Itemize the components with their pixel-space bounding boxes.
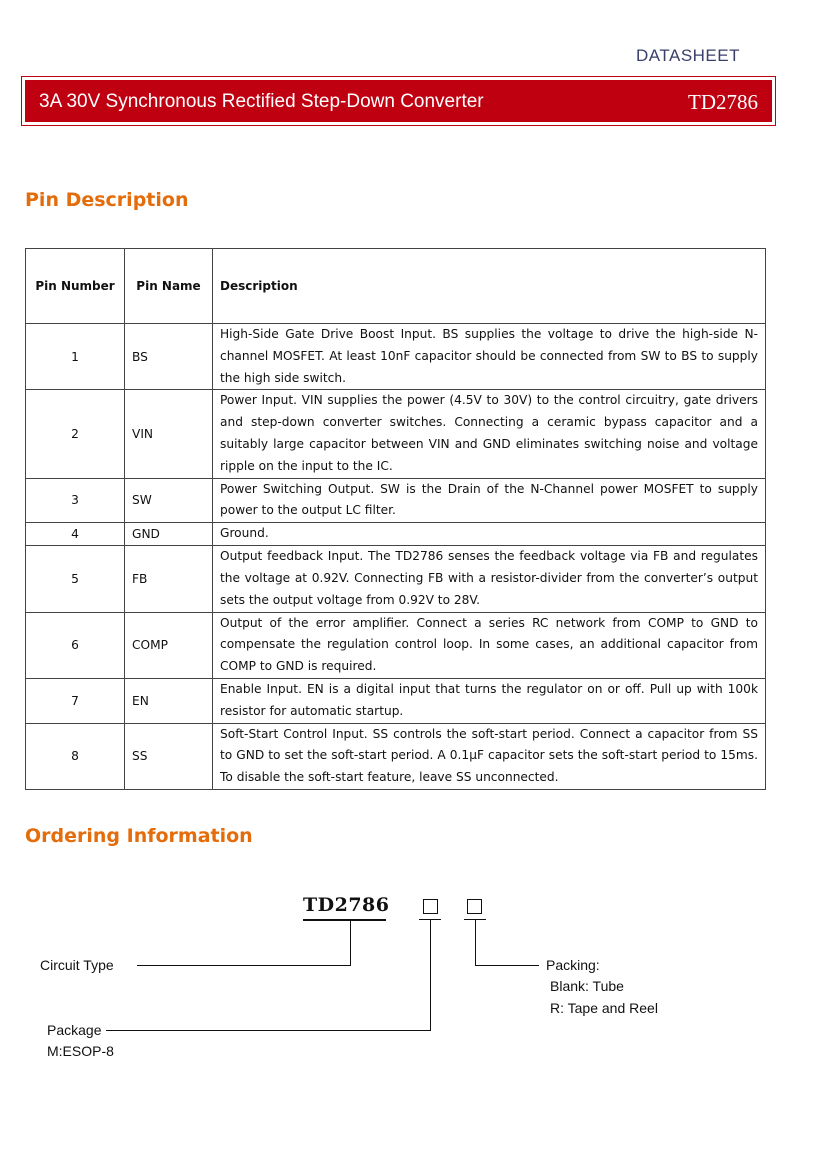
table-row [26,546,766,612]
table-row [26,478,766,523]
table-row [26,723,766,789]
pin-number: 8 [26,723,125,789]
pin-name: BS [125,324,213,390]
packing-option-tube: Blank: Tube [550,978,624,994]
pin-description-heading: Pin Description [25,189,189,211]
pin-description: Power Input. VIN supplies the power (4.5V to 30V) to the control circuitry, gate drivers and step-down converter switches. Connecting a ceramic bypass capacitor and a suitably large capacitor between VIN and GND eliminates switching noise and voltage ripple on the input to the IC. [213,390,766,478]
pin-table [25,248,766,790]
pin-number: 1 [26,324,125,390]
pin-description: Output feedback Input. The TD2786 senses the feedback voltage via FB and regulates the voltage at 0.92V. Connecting FB with a resistor-divider from the converter’s output sets the output voltage from 0.92V to 28V. [213,546,766,612]
col-header-description: Description [213,249,766,324]
pin-description: High-Side Gate Drive Boost Input. BS supplies the voltage to drive the high-side N-channel MOSFET. At least 10nF capacitor should be connected from SW to BS to supply the high side switch. [213,324,766,390]
pin-name: SS [125,723,213,789]
circuit-type-label: Circuit Type [40,957,114,973]
ordering-information-heading: Ordering Information [25,825,253,847]
packing-code-box [467,899,482,914]
table-row [26,324,766,390]
table-row [26,390,766,478]
table-header-row [26,249,766,324]
table-row [26,678,766,723]
col-header-pin-number: Pin Number [26,249,125,324]
circuit-type-connector-h [137,965,351,966]
pin-name: EN [125,678,213,723]
package-value: M:ESOP-8 [47,1043,114,1059]
packing-connector-v [475,920,476,965]
table-row [26,612,766,678]
pin-number: 2 [26,390,125,478]
packing-label: Packing: [546,957,600,973]
table-row [26,523,766,546]
title-banner-fill [25,80,772,122]
pin-name: COMP [125,612,213,678]
package-label: Package [47,1022,102,1038]
pin-description: Power Switching Output. SW is the Drain of the N-Channel power MOSFET to supply power to the output LC filter. [213,478,766,523]
col-header-pin-name: Pin Name [125,249,213,324]
title-banner [21,76,776,126]
pin-name: SW [125,478,213,523]
pin-number: 7 [26,678,125,723]
packing-connector-h [475,965,539,966]
pin-description: Ground. [213,523,766,546]
code-underline [303,919,386,921]
pin-number: 5 [26,546,125,612]
pin-name: GND [125,523,213,546]
pin-description: Enable Input. EN is a digital input that turns the regulator on or off. Pull up with 100k resistor for automatic startup. [213,678,766,723]
ordering-code: TD2786 [303,894,390,916]
document-title: 3A 30V Synchronous Rectified Step-Down Converter [39,91,484,112]
doc-type-label: DATASHEET [636,46,740,65]
pin-name: FB [125,546,213,612]
circuit-type-connector-v [350,920,351,965]
package-code-box [423,899,438,914]
package-connector-h [106,1030,431,1031]
packing-option-reel: R: Tape and Reel [550,1000,658,1016]
pin-description: Output of the error amplifier. Connect a series RC network from COMP to GND to compensate the regulation control loop. In some cases, an additional capacitor from COMP to GND is required. [213,612,766,678]
package-connector-v [430,920,431,1030]
part-number: TD2786 [688,90,758,114]
pin-description: Soft-Start Control Input. SS controls the soft-start period. Connect a capacitor from SS to GND to set the soft-start period. A 0.1µF capacitor sets the soft-start period to 15ms. To disable the soft-start feature, leave SS unconnected. [213,723,766,789]
pin-name: VIN [125,390,213,478]
pin-number: 6 [26,612,125,678]
pin-number: 4 [26,523,125,546]
pin-number: 3 [26,478,125,523]
